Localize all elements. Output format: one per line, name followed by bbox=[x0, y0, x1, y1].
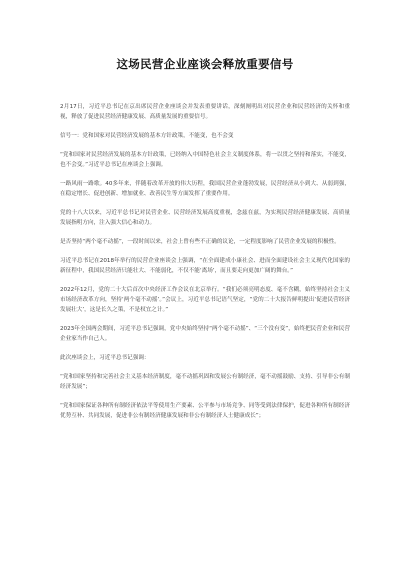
paragraph-history: 一路风雨一路歌。40多年来，伴随着改革开放的伟大历程，我国民营企业蓬勃发展，民营经济从小到大、从弱到强，在稳定增长、促进创新、增加就业、改善民生等方面发挥了重要作用。 bbox=[60, 181, 350, 197]
paragraph-2022-conference: 2022年12月，党的二十大后首次中央经济工作会议在北京举行。“我们必须亮明态度、毫不含糊，始终坚持社会主义市场经济改革方向，坚持‘两个毫不动摇’。”会议上，习近平总书记语气坚定，“党的二十大报告鲜明提出‘促进民营经济发展壮大’，这是长久之策，不是权宜之计。” bbox=[60, 287, 350, 313]
paragraph-signal-one: 信号一：党和国家对民营经济发展的基本方针政策，不能变，也不会变 bbox=[60, 133, 234, 139]
paragraph-symposium-emphasis: 此次座谈会上，习近平总书记强调： bbox=[60, 355, 150, 361]
paragraph-basic-system: “党和国家坚持和完善社会主义基本经济制度，毫不动摇巩固和发展公有制经济，毫不动摇鼓励、支持、引导非公有制经济发展”； bbox=[60, 374, 350, 390]
article-body bbox=[60, 102, 350, 421]
paragraph-quote-policy: “党和国家对民营经济发展的基本方针政策，已经纳入中国特色社会主义制度体系，将一以贯之坚持和落实，不能变，也不会变。”习近平总书记在座谈会上强调。 bbox=[60, 152, 350, 168]
paragraph-intro: 2月17日，习近平总书记在京出席民营企业座谈会并发表重要讲话，深刻阐明出对民营企业和民营经济的关怀和重视，释放了促进民营经济健康发展、高质量发展的重要信号。 bbox=[60, 104, 350, 120]
paragraph-equal-protection: “党和国家保证各种所有制经济依法平等使用生产要素、公平参与市场竞争、同等受到法律保护，促进各种所有制经济优势互补、共同发展，促进非公有制经济健康发展和非公有制经济人士健康成长”； bbox=[60, 403, 350, 419]
article-title: 这场民营企业座谈会释放重要信号 bbox=[116, 57, 294, 71]
paragraph-2018-symposium: 习近平总书记在2018年举行的民营企业座谈会上强调，“在全面建成小康社会、进而全面建设社会主义现代化国家的新征程中，我国民营经济只能壮大、不能弱化，不仅不能‘离场’，而且要走向更加广阔的舞台。” bbox=[60, 258, 350, 274]
paragraph-2023-sessions: 2023年全国两会期间，习近平总书记强调，党中央始终坚持“两个毫不动摇”、“三个没有变”，始终把民营企业和民营企业家当作自己人。 bbox=[60, 326, 350, 342]
paragraph-two-unwavering: 是否坚持“两个毫不动摇”，一段时间以来，社会上曾有些不正确的议论，一定程度影响了民营企业发展的积极性。 bbox=[60, 239, 340, 245]
paragraph-eighteenth-congress: 党的十八大以来，习近平总书记对民营企业、民营经济发展高度重视，念兹在兹，为实现民营经济健康发展、高质量发展指明方向，注入强大信心和动力。 bbox=[60, 210, 350, 226]
